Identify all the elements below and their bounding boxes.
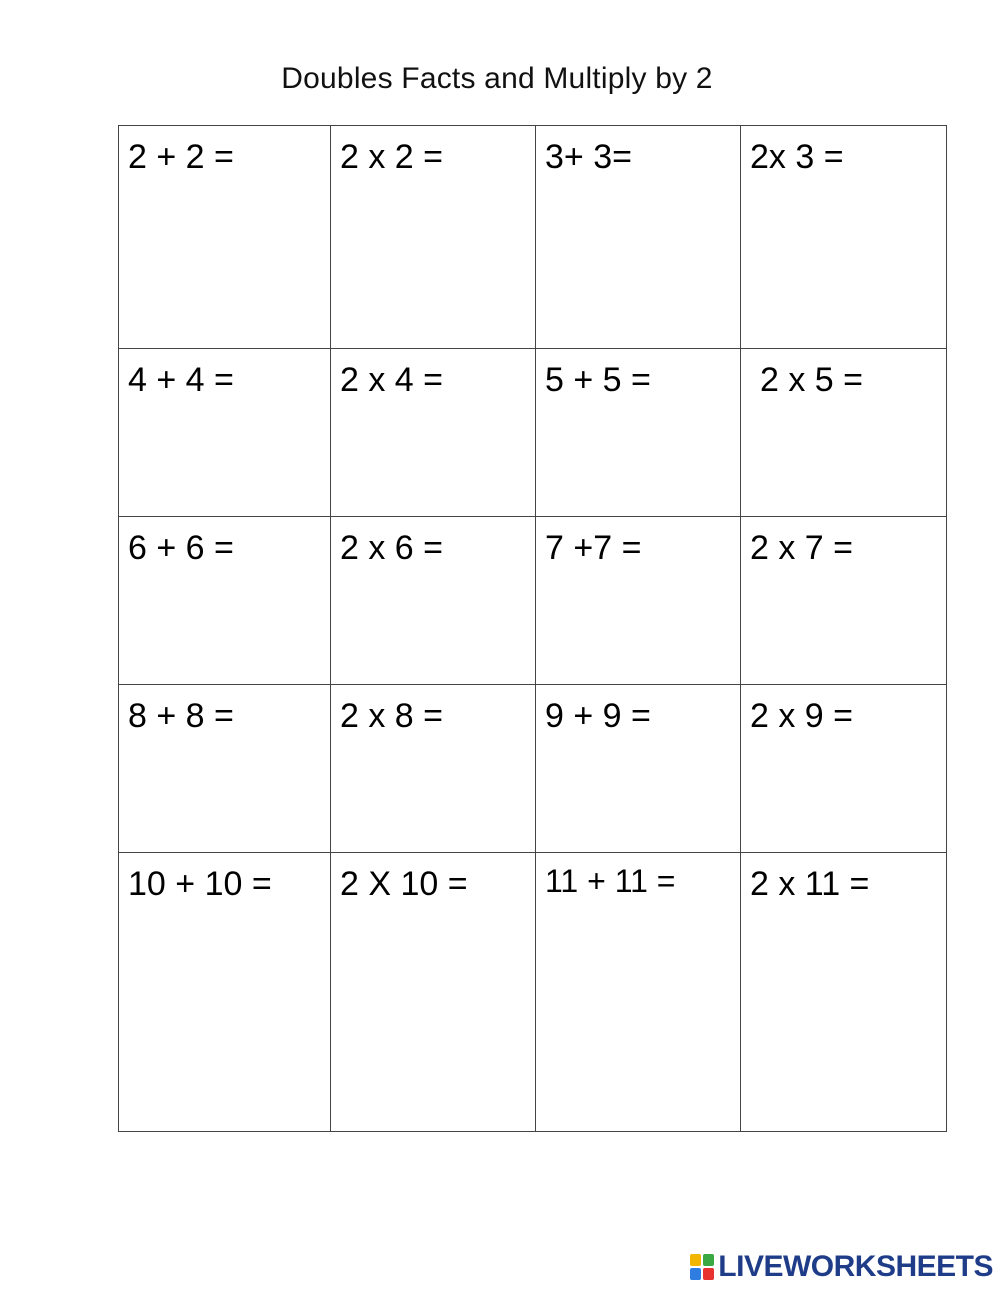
fact-text: 11 + 11 = <box>545 863 676 899</box>
fact-text: 2 x 2 = <box>340 138 444 176</box>
fact-cell <box>536 349 741 517</box>
table-row <box>119 853 947 1132</box>
liveworksheets-logo <box>690 1251 993 1283</box>
fact-text: 5 + 5 = <box>545 361 651 399</box>
table-row <box>119 126 947 349</box>
fact-cell <box>536 685 741 853</box>
fact-text: 2 x 9 = <box>750 697 854 735</box>
fact-text: 9 + 9 = <box>545 697 651 735</box>
logo-text: LIVEWORKSHEETS <box>718 1250 993 1283</box>
fact-text: 2x 3 = <box>750 138 844 176</box>
fact-text: 4 + 4 = <box>128 361 234 399</box>
fact-cell <box>741 685 947 853</box>
fact-cell <box>119 685 331 853</box>
fact-cell <box>741 853 947 1132</box>
logo-mark-icon <box>690 1254 714 1280</box>
logo-square-yellow <box>690 1254 701 1266</box>
fact-cell <box>741 126 947 349</box>
table-row <box>119 349 947 517</box>
fact-cell <box>536 517 741 685</box>
fact-text: 8 + 8 = <box>128 697 234 735</box>
fact-cell <box>536 853 741 1132</box>
fact-text: 2 + 2 = <box>128 138 234 176</box>
logo-square-red <box>703 1268 714 1280</box>
fact-text: 2 x 6 = <box>340 529 444 567</box>
worksheet-title <box>0 62 1000 96</box>
fact-cell <box>119 853 331 1132</box>
fact-text: 2 x 4 = <box>340 361 444 399</box>
title-text: Doubles Facts and Multiply by 2 <box>281 62 713 95</box>
fact-text: 3+ 3= <box>545 138 632 176</box>
fact-cell <box>331 517 536 685</box>
fact-text: 2 X 10 = <box>340 865 468 903</box>
facts-table <box>118 125 947 1132</box>
fact-cell <box>331 349 536 517</box>
fact-cell <box>119 126 331 349</box>
fact-cell <box>536 126 741 349</box>
fact-cell <box>741 517 947 685</box>
fact-text: 2 x 7 = <box>750 529 854 567</box>
fact-cell <box>119 517 331 685</box>
fact-cell <box>741 349 947 517</box>
fact-cell <box>331 853 536 1132</box>
fact-cell <box>331 126 536 349</box>
table-row <box>119 517 947 685</box>
fact-text: 6 + 6 = <box>128 529 234 567</box>
fact-cell <box>119 349 331 517</box>
logo-square-blue <box>690 1268 701 1280</box>
fact-text: 10 + 10 = <box>128 865 272 903</box>
fact-text: 7 +7 = <box>545 529 642 567</box>
fact-text: 2 x 5 = <box>760 361 864 399</box>
fact-text: 2 x 11 = <box>750 865 870 903</box>
table-row <box>119 685 947 853</box>
logo-square-green <box>703 1254 714 1266</box>
fact-text: 2 x 8 = <box>340 697 444 735</box>
fact-cell <box>331 685 536 853</box>
